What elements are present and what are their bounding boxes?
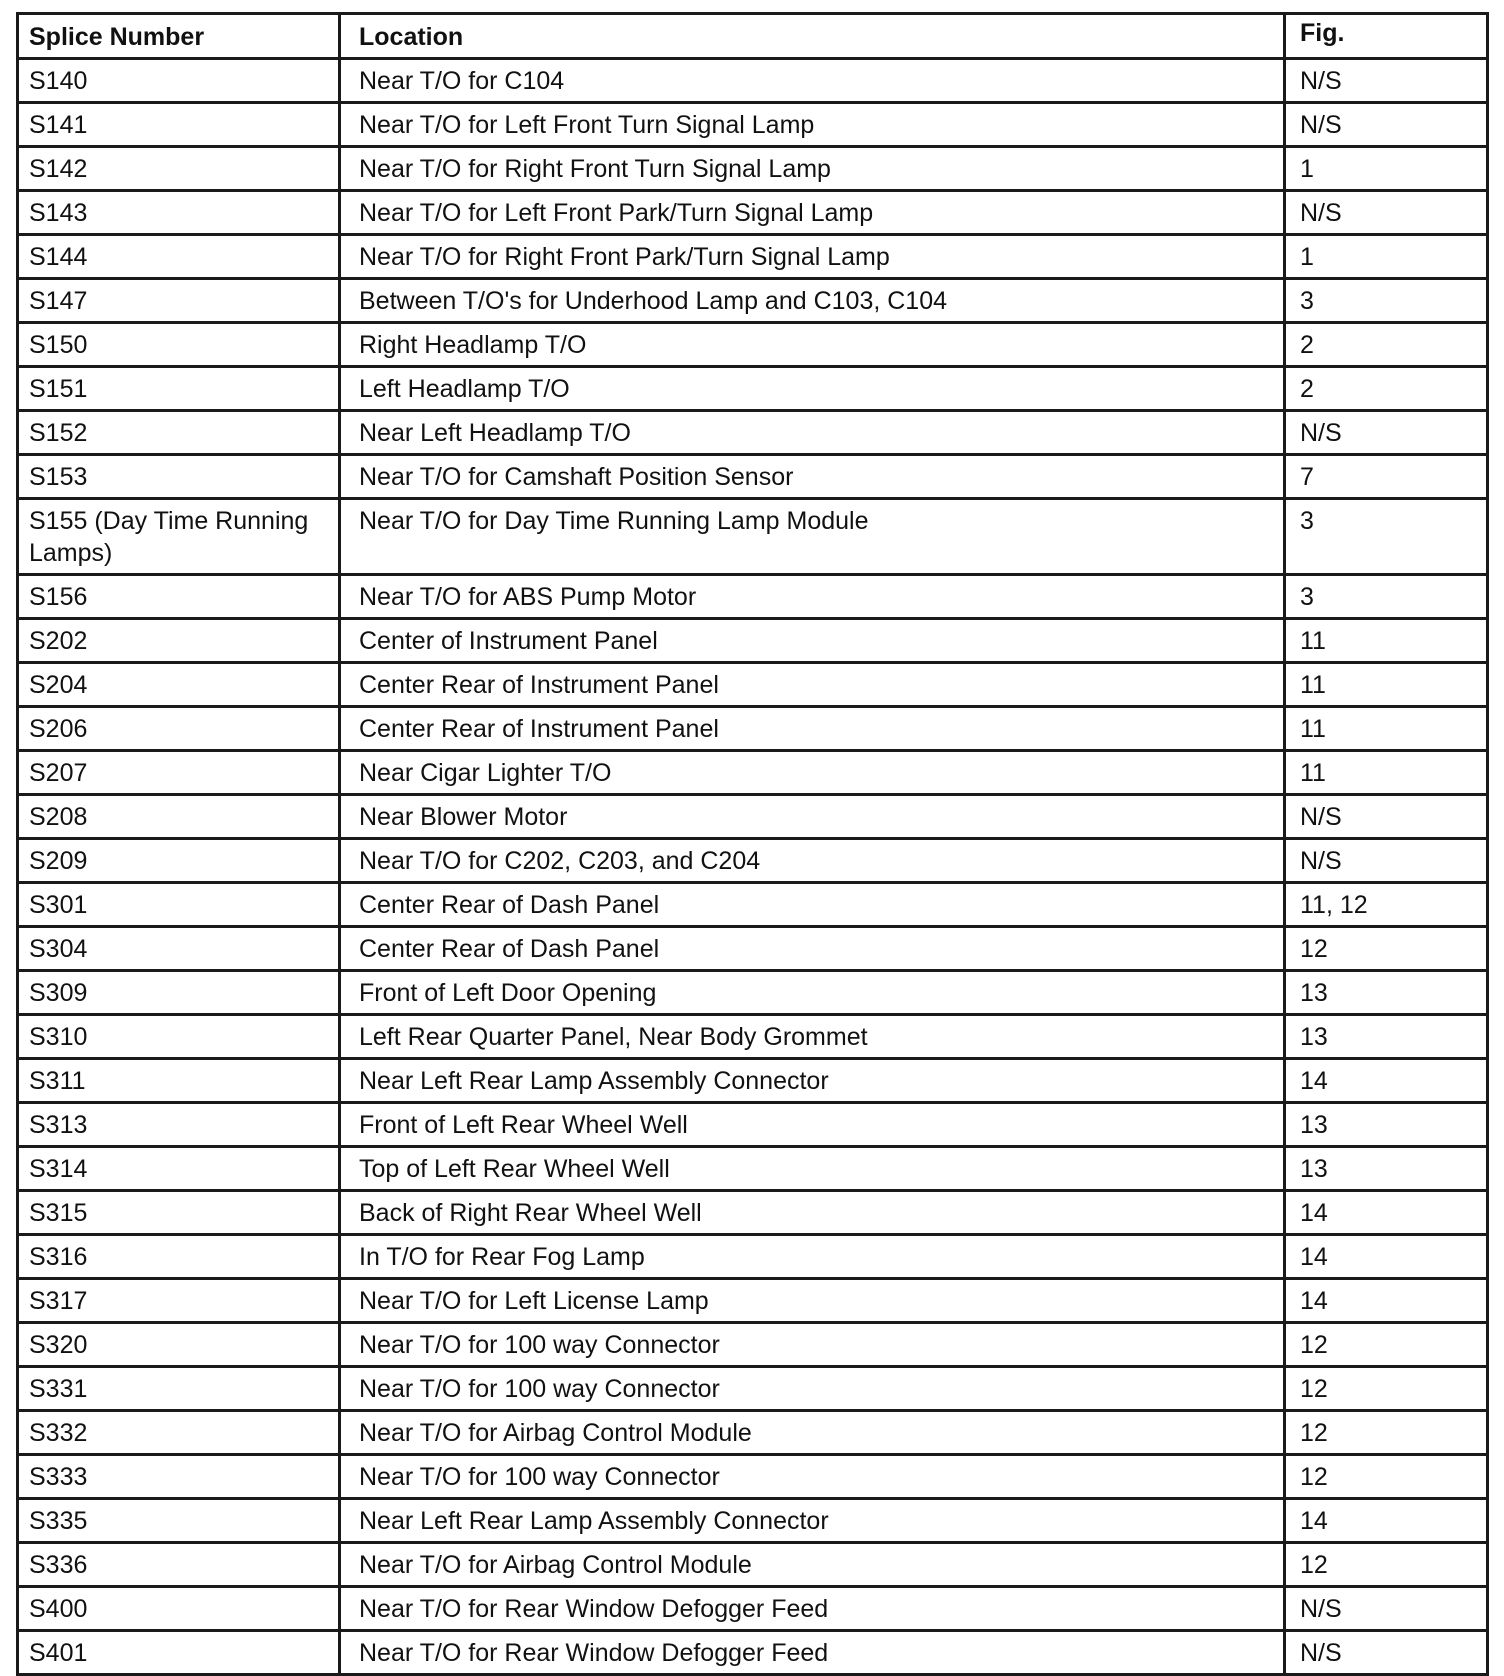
location-cell: Right Headlamp T/O — [340, 323, 1285, 367]
fig-cell: 3 — [1285, 499, 1488, 575]
fig-cell: N/S — [1285, 1631, 1488, 1675]
table-row — [18, 707, 1488, 751]
fig-cell: 11 — [1285, 663, 1488, 707]
location-cell: Near Left Rear Lamp Assembly Connector — [340, 1499, 1285, 1543]
table-row — [18, 1499, 1488, 1543]
table-row — [18, 1015, 1488, 1059]
fig-cell: 13 — [1285, 1103, 1488, 1147]
table-row — [18, 619, 1488, 663]
splice-number-cell: S316 — [18, 1235, 340, 1279]
splice-number-cell: S155 (Day Time Running Lamps) — [18, 499, 340, 575]
table-row — [18, 455, 1488, 499]
table-row — [18, 499, 1488, 575]
splice-number-cell: S333 — [18, 1455, 340, 1499]
splice-number-cell: S202 — [18, 619, 340, 663]
fig-cell: 14 — [1285, 1191, 1488, 1235]
table-row — [18, 1367, 1488, 1411]
location-cell: Near T/O for C202, C203, and C204 — [340, 839, 1285, 883]
fig-cell: 2 — [1285, 367, 1488, 411]
table-row — [18, 1587, 1488, 1631]
fig-cell: 11 — [1285, 619, 1488, 663]
location-cell: Center Rear of Dash Panel — [340, 883, 1285, 927]
location-cell: Front of Left Rear Wheel Well — [340, 1103, 1285, 1147]
location-cell: Near T/O for C104 — [340, 59, 1285, 103]
fig-cell: 1 — [1285, 147, 1488, 191]
splice-number-cell: S314 — [18, 1147, 340, 1191]
table-row — [18, 147, 1488, 191]
fig-cell: 2 — [1285, 323, 1488, 367]
splice-number-cell: S208 — [18, 795, 340, 839]
table-row — [18, 883, 1488, 927]
location-cell: Near T/O for Airbag Control Module — [340, 1543, 1285, 1587]
location-cell: Near T/O for Rear Window Defogger Feed — [340, 1631, 1285, 1675]
fig-cell: N/S — [1285, 839, 1488, 883]
splice-number-cell: S401 — [18, 1631, 340, 1675]
location-cell: Left Headlamp T/O — [340, 367, 1285, 411]
location-cell: Near T/O for 100 way Connector — [340, 1455, 1285, 1499]
table-row — [18, 575, 1488, 619]
table-row — [18, 59, 1488, 103]
fig-cell: 12 — [1285, 1323, 1488, 1367]
table-row — [18, 1411, 1488, 1455]
location-cell: Near Left Headlamp T/O — [340, 411, 1285, 455]
location-cell: In T/O for Rear Fog Lamp — [340, 1235, 1285, 1279]
fig-cell: 14 — [1285, 1235, 1488, 1279]
fig-cell: 12 — [1285, 1411, 1488, 1455]
fig-cell: 3 — [1285, 279, 1488, 323]
table-row — [18, 971, 1488, 1015]
splice-number-cell: S332 — [18, 1411, 340, 1455]
fig-cell: 12 — [1285, 1455, 1488, 1499]
location-cell: Near Cigar Lighter T/O — [340, 751, 1285, 795]
fig-cell: 14 — [1285, 1059, 1488, 1103]
location-cell: Center of Instrument Panel — [340, 619, 1285, 663]
table-header-row — [18, 14, 1488, 59]
location-cell: Near T/O for Right Front Park/Turn Signal Lamp — [340, 235, 1285, 279]
fig-cell: 1 — [1285, 235, 1488, 279]
fig-cell: 12 — [1285, 1543, 1488, 1587]
splice-number-cell: S140 — [18, 59, 340, 103]
fig-cell: 12 — [1285, 1367, 1488, 1411]
header-fig: Fig. — [1285, 14, 1488, 59]
location-cell: Near Left Rear Lamp Assembly Connector — [340, 1059, 1285, 1103]
table-row — [18, 1543, 1488, 1587]
splice-number-cell: S304 — [18, 927, 340, 971]
fig-cell: 3 — [1285, 575, 1488, 619]
splice-number-cell: S209 — [18, 839, 340, 883]
fig-cell: 13 — [1285, 1147, 1488, 1191]
table-row — [18, 1455, 1488, 1499]
splice-number-cell: S335 — [18, 1499, 340, 1543]
location-cell: Center Rear of Instrument Panel — [340, 707, 1285, 751]
splice-number-cell: S336 — [18, 1543, 340, 1587]
location-cell: Top of Left Rear Wheel Well — [340, 1147, 1285, 1191]
splice-number-cell: S331 — [18, 1367, 340, 1411]
fig-cell: 13 — [1285, 1015, 1488, 1059]
location-cell: Near T/O for Camshaft Position Sensor — [340, 455, 1285, 499]
table-row — [18, 1147, 1488, 1191]
splice-number-cell: S313 — [18, 1103, 340, 1147]
splice-number-cell: S151 — [18, 367, 340, 411]
table-row — [18, 367, 1488, 411]
location-cell: Near T/O for Rear Window Defogger Feed — [340, 1587, 1285, 1631]
table-row — [18, 795, 1488, 839]
splice-number-cell: S317 — [18, 1279, 340, 1323]
location-cell: Near T/O for Left License Lamp — [340, 1279, 1285, 1323]
splice-number-cell: S320 — [18, 1323, 340, 1367]
table-row — [18, 927, 1488, 971]
splice-location-table — [16, 12, 1489, 1676]
location-cell: Left Rear Quarter Panel, Near Body Grommet — [340, 1015, 1285, 1059]
fig-cell: 7 — [1285, 455, 1488, 499]
table-row — [18, 235, 1488, 279]
table-row — [18, 1059, 1488, 1103]
fig-cell: N/S — [1285, 191, 1488, 235]
splice-number-cell: S144 — [18, 235, 340, 279]
table-row — [18, 411, 1488, 455]
fig-cell: N/S — [1285, 103, 1488, 147]
location-cell: Front of Left Door Opening — [340, 971, 1285, 1015]
table-row — [18, 663, 1488, 707]
fig-cell: 14 — [1285, 1499, 1488, 1543]
table-row — [18, 1631, 1488, 1675]
table-row — [18, 1279, 1488, 1323]
fig-cell: N/S — [1285, 1587, 1488, 1631]
table-row — [18, 103, 1488, 147]
splice-number-cell: S153 — [18, 455, 340, 499]
location-cell: Back of Right Rear Wheel Well — [340, 1191, 1285, 1235]
fig-cell: N/S — [1285, 795, 1488, 839]
splice-number-cell: S310 — [18, 1015, 340, 1059]
table-row — [18, 839, 1488, 883]
fig-cell: N/S — [1285, 411, 1488, 455]
location-cell: Near Blower Motor — [340, 795, 1285, 839]
location-cell: Near T/O for 100 way Connector — [340, 1367, 1285, 1411]
header-location: Location — [340, 14, 1285, 59]
splice-number-cell: S150 — [18, 323, 340, 367]
splice-number-cell: S204 — [18, 663, 340, 707]
splice-number-cell: S147 — [18, 279, 340, 323]
location-cell: Near T/O for Left Front Turn Signal Lamp — [340, 103, 1285, 147]
table-row — [18, 323, 1488, 367]
header-splice-number: Splice Number — [18, 14, 340, 59]
fig-cell: 12 — [1285, 927, 1488, 971]
location-cell: Near T/O for Day Time Running Lamp Module — [340, 499, 1285, 575]
table-row — [18, 279, 1488, 323]
splice-number-cell: S206 — [18, 707, 340, 751]
splice-table-document — [16, 12, 1486, 1676]
fig-cell: 14 — [1285, 1279, 1488, 1323]
table-row — [18, 1103, 1488, 1147]
splice-number-cell: S315 — [18, 1191, 340, 1235]
location-cell: Near T/O for Right Front Turn Signal Lamp — [340, 147, 1285, 191]
splice-number-cell: S301 — [18, 883, 340, 927]
table-row — [18, 1235, 1488, 1279]
splice-number-cell: S400 — [18, 1587, 340, 1631]
table-row — [18, 1323, 1488, 1367]
location-cell: Center Rear of Dash Panel — [340, 927, 1285, 971]
fig-cell: N/S — [1285, 59, 1488, 103]
fig-cell: 11 — [1285, 751, 1488, 795]
splice-number-cell: S143 — [18, 191, 340, 235]
splice-number-cell: S152 — [18, 411, 340, 455]
splice-number-cell: S207 — [18, 751, 340, 795]
location-cell: Between T/O's for Underhood Lamp and C103, C104 — [340, 279, 1285, 323]
location-cell: Center Rear of Instrument Panel — [340, 663, 1285, 707]
splice-number-cell: S156 — [18, 575, 340, 619]
splice-number-cell: S141 — [18, 103, 340, 147]
fig-cell: 11 — [1285, 707, 1488, 751]
fig-cell: 13 — [1285, 971, 1488, 1015]
table-row — [18, 751, 1488, 795]
location-cell: Near T/O for Airbag Control Module — [340, 1411, 1285, 1455]
splice-number-cell: S309 — [18, 971, 340, 1015]
location-cell: Near T/O for Left Front Park/Turn Signal Lamp — [340, 191, 1285, 235]
splice-number-cell: S311 — [18, 1059, 340, 1103]
location-cell: Near T/O for ABS Pump Motor — [340, 575, 1285, 619]
location-cell: Near T/O for 100 way Connector — [340, 1323, 1285, 1367]
splice-number-cell: S142 — [18, 147, 340, 191]
table-row — [18, 191, 1488, 235]
fig-cell: 11, 12 — [1285, 883, 1488, 927]
table-row — [18, 1191, 1488, 1235]
